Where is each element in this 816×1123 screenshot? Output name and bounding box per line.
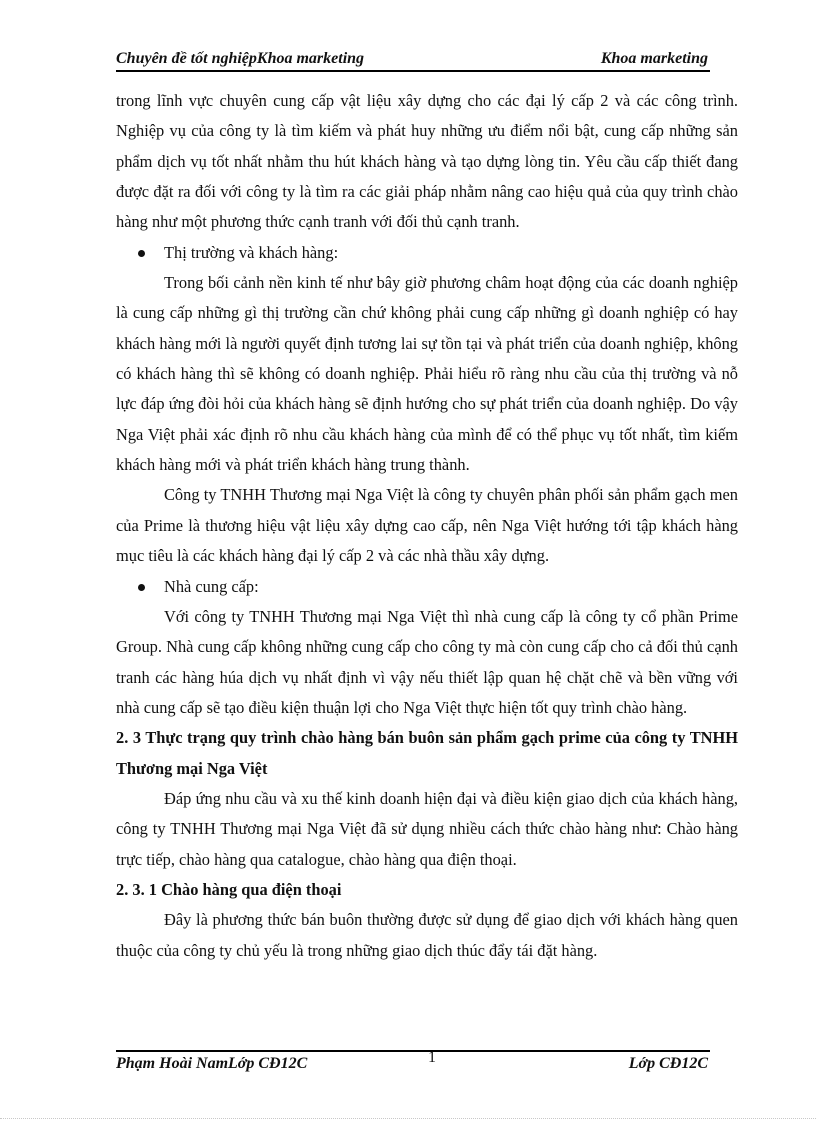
section-heading-2-3: 2. 3 Thực trạng quy trình chào hàng bán buôn sản phẩm gạch prime của công ty TNHH Thương mại Nga Việt <box>116 728 738 778</box>
paragraph-phone-offer: Đây là phương thức bán buôn thường được sử dụng để giao dịch với khách hàng quen thuộc của công ty chủ yếu là trong những giao dịch thúc đẩy tái đặt hàng. <box>116 910 738 960</box>
paragraph-company-target: Công ty TNHH Thương mại Nga Việt là công ty chuyên phân phối sản phẩm gạch men của Prime là thương hiệu vật liệu xây dựng cao cấp, nên Nga Việt hướng tới tập khách hàng mục tiêu là các khách hàng đại lý cấp 2 và các nhà thầu xây dựng. <box>116 485 738 566</box>
page-header <box>116 48 710 72</box>
footer-left-text: Phạm Hoài NamLớp CĐ12C <box>116 1055 308 1072</box>
paragraph-intro: trong lĩnh vực chuyên cung cấp vật liệu xây dựng cho các đại lý cấp 2 và các công trình. Nghiệp vụ của công ty là tìm kiếm và phát huy những ưu điểm nổi bật, cung cấp những sản phẩm dịch vụ tốt nhất nhằm thu hút khách hàng và tạo dựng lòng tin. Yêu cầu cấp thiết đang được đặt ra đối với công ty là tìm ra các giải pháp nhằm nâng cao hiệu quả của quy trình chào hàng như một phương thức cạnh tranh với đối thủ cạnh tranh. <box>116 91 738 232</box>
page-break-edge <box>0 1118 816 1119</box>
bullet-label: Nhà cung cấp: <box>164 576 259 596</box>
bullet-suppliers <box>116 572 738 602</box>
paragraph-offer-methods: Đáp ứng nhu cầu và xu thế kinh doanh hiện đại và điều kiện giao dịch của khách hàng, công ty TNHH Thương mại Nga Việt đã sử dụng nhiều cách thức chào hàng như: Chào hàng trực tiếp, chào hàng qua catalogue, chào hàng qua điện thoại. <box>116 788 738 869</box>
bullet-market-customers <box>116 238 738 268</box>
bullet-label: Thị trường và khách hàng: <box>164 242 339 262</box>
document-body <box>116 86 738 966</box>
paragraph-market: Trong bối cảnh nền kinh tế như bây giờ phương châm hoạt động của các doanh nghiệp là cung cấp những gì thị trường cần chứ không phải cung cấp những gì doanh nghiệp có hay khách hàng mới là người quyết định tương lai sự tồn tại và phát triển của doanh nghiệp, không có khách hàng thì sẽ không có doanh nghiệp. Phải hiểu rõ ràng nhu cầu của thị trường và nỗ lực đáp ứng đòi hỏi của khách hàng sẽ định hướng cho sự phát triển của doanh nghiệp. Do vậy Nga Việt phải xác định rõ nhu cầu khách hàng của mình để có thể phục vụ tốt nhất, tìm kiếm khách hàng mới và phát triển khách hàng trung thành. <box>116 273 738 475</box>
footer-right-text: Lớp CĐ12C <box>628 1055 708 1072</box>
bullet-dot-icon <box>138 584 145 591</box>
page-number: 1 <box>428 1049 436 1066</box>
header-right-text: Khoa marketing <box>600 50 708 67</box>
section-heading-2-3-1: 2. 3. 1 Chào hàng qua điện thoại <box>116 879 342 899</box>
bullet-dot-icon <box>138 250 145 257</box>
page-footer <box>116 1049 710 1077</box>
header-left-text: Chuyên đề tốt nghiệpKhoa marketing <box>116 50 365 67</box>
paragraph-suppliers: Với công ty TNHH Thương mại Nga Việt thì nhà cung cấp là công ty cổ phần Prime Group. Nhà cung cấp không những cung cấp cho công ty mà còn cung cấp cho cả đối thủ cạnh tranh các hàng húa dịch vụ nhất định vì vậy nếu thiết lập quan hệ chặt chẽ và bền vững với nhà cung cấp sẽ tạo điều kiện thuận lợi cho Nga Việt thực hiện tốt quy trình chào hàng. <box>116 606 738 717</box>
footer-divider <box>116 1050 710 1052</box>
